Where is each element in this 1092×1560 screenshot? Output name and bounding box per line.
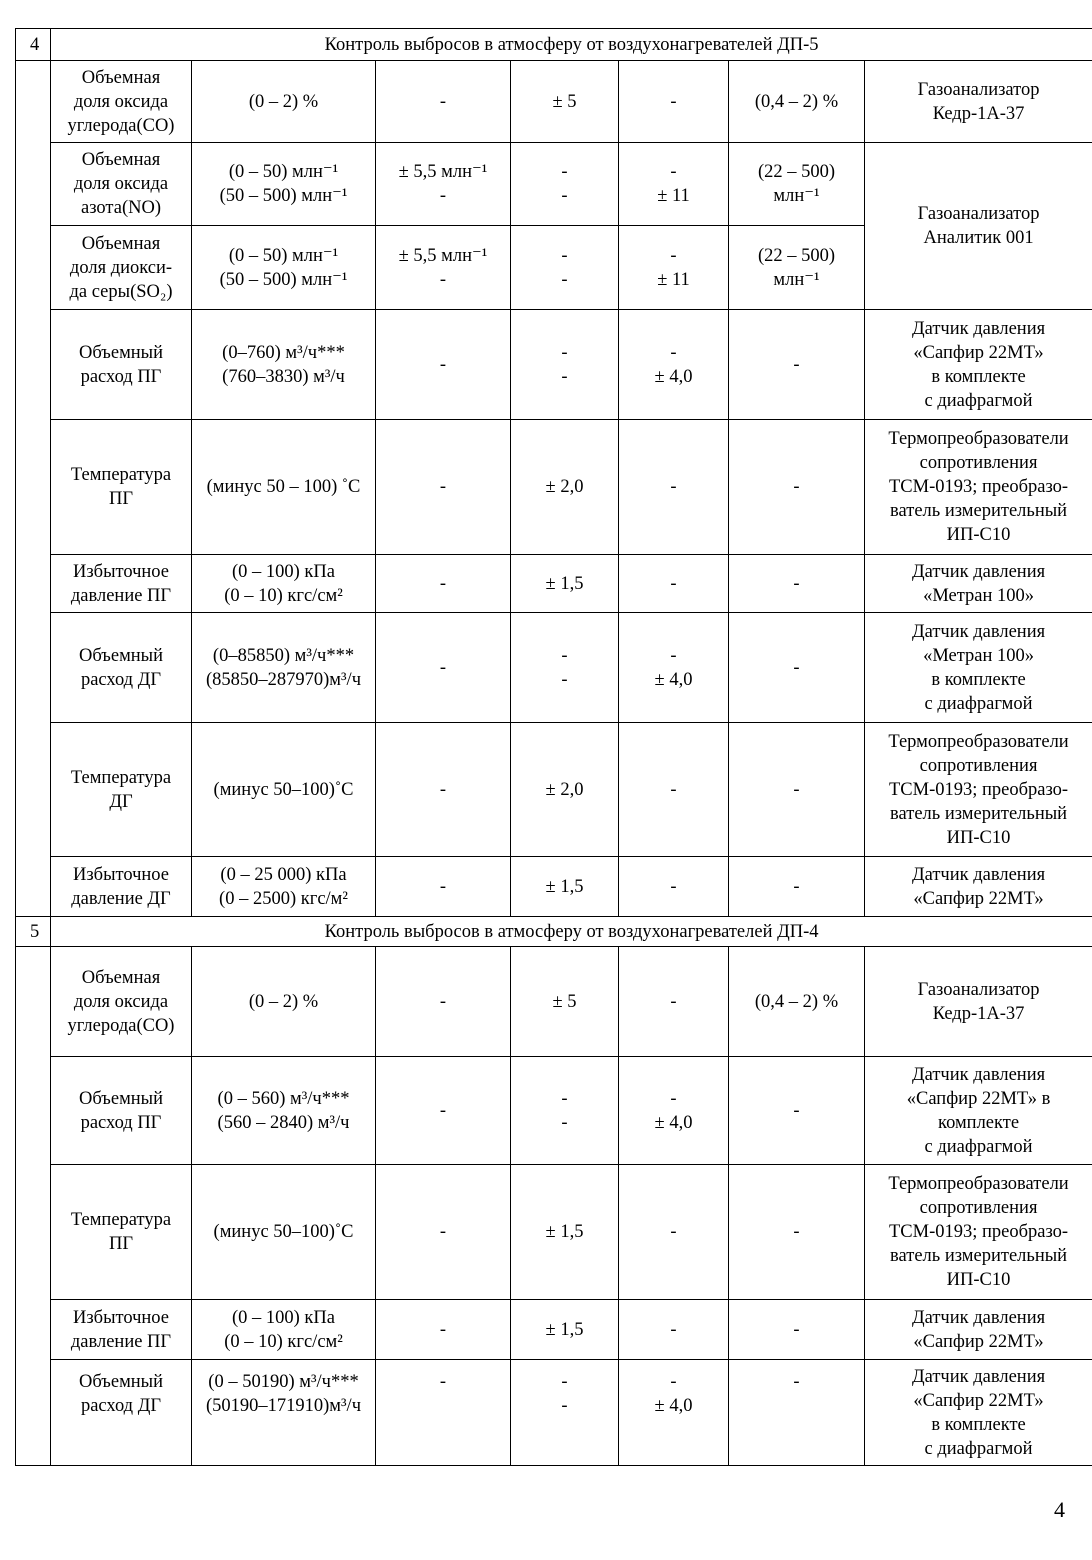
instrument-cell: Термопреобразователи сопротивления ТСМ-0193; преобразо- ватель измерительный ИП-С10 (865, 1165, 1092, 1300)
table-row (16, 61, 1092, 143)
range-cell: (0 – 50190) м³/ч*** (50190–171910)м³/ч (192, 1360, 376, 1466)
section-number: 5 (16, 917, 51, 947)
range-cell: (0 – 50) млн⁻¹ (50 – 500) млн⁻¹ (192, 143, 376, 226)
value-cell: - ± 4,0 (619, 1360, 729, 1466)
value-cell: ± 5,5 млн⁻¹ - (376, 143, 511, 226)
value-cell: - (376, 1165, 511, 1300)
section-number: 4 (16, 29, 51, 61)
value-cell: - (376, 310, 511, 420)
parameter-cell: Объемная доля оксида углерода(CO) (51, 61, 192, 143)
parameter-cell: Избыточное давление ДГ (51, 857, 192, 917)
range-cell: (0 – 100) кПа (0 – 10) кгс/см² (192, 1300, 376, 1360)
parameter-cell: Температура ПГ (51, 1165, 192, 1300)
value-cell: - ± 4,0 (619, 1057, 729, 1165)
table-row (16, 857, 1092, 917)
instrument-cell: Датчик давления «Сапфир 22МТ» в комплекте с диафрагмой (865, 310, 1092, 420)
value-cell: - ± 4,0 (619, 310, 729, 420)
section-title: Контроль выбросов в атмосферу от воздухонагревателей ДП-5 (51, 29, 1092, 61)
value-cell: - ± 11 (619, 143, 729, 226)
table-row (16, 723, 1092, 857)
range-cell: (0 – 2) % (192, 947, 376, 1057)
instrument-cell: Термопреобразователи сопротивления ТСМ-0193; преобразо- ватель измерительный ИП-С10 (865, 723, 1092, 857)
range-cell: (0 – 560) м³/ч*** (560 – 2840) м³/ч (192, 1057, 376, 1165)
parameter-cell: Объемная доля диокси- да серы(SO₂) (51, 226, 192, 310)
value-cell: - - (511, 613, 619, 723)
value-cell: - (619, 723, 729, 857)
table-row (16, 613, 1092, 723)
table-row (16, 1300, 1092, 1360)
value-cell: - (619, 857, 729, 917)
value-cell: - (619, 947, 729, 1057)
instrument-cell: Термопреобразователи сопротивления ТСМ-0193; преобразо- ватель измерительный ИП-С10 (865, 420, 1092, 555)
table-row (16, 555, 1092, 613)
value-cell: - - (511, 310, 619, 420)
parameter-cell: Объемная доля оксида азота(NO) (51, 143, 192, 226)
instrument-cell: Датчик давления «Сапфир 22МТ» (865, 1300, 1092, 1360)
table-row (16, 1057, 1092, 1165)
range-cell: (0–85850) м³/ч*** (85850–287970)м³/ч (192, 613, 376, 723)
range-cell: (минус 50–100)˚С (192, 723, 376, 857)
instrument-cell: Датчик давления «Метран 100» (865, 555, 1092, 613)
value-cell: - (729, 1300, 865, 1360)
value-cell: - (619, 61, 729, 143)
range-cell: (0 – 25 000) кПа (0 – 2500) кгс/м² (192, 857, 376, 917)
blank-cell (16, 947, 51, 1466)
value-cell: - (729, 1165, 865, 1300)
value-cell: - (376, 1360, 511, 1466)
instrument-cell: Датчик давления «Сапфир 22МТ» в комплекте с диафрагмой (865, 1057, 1092, 1165)
section-title: Контроль выбросов в атмосферу от воздухонагревателей ДП-4 (51, 917, 1092, 947)
value-cell: (0,4 – 2) % (729, 61, 865, 143)
value-cell: - (376, 723, 511, 857)
value-cell: - (619, 1165, 729, 1300)
value-cell: ± 1,5 (511, 555, 619, 613)
range-cell: (минус 50–100)˚С (192, 1165, 376, 1300)
parameter-cell: Температура ДГ (51, 723, 192, 857)
range-cell: (0 – 100) кПа (0 – 10) кгс/см² (192, 555, 376, 613)
range-cell: (0 – 2) % (192, 61, 376, 143)
value-cell: - - (511, 1360, 619, 1466)
value-cell: - (376, 420, 511, 555)
table-row (16, 143, 1092, 226)
value-cell: - (376, 613, 511, 723)
page-number: 4 (1054, 1497, 1065, 1522)
parameter-cell: Избыточное давление ПГ (51, 1300, 192, 1360)
blank-cell (16, 61, 51, 917)
value-cell: - - (511, 226, 619, 310)
table-row (16, 420, 1092, 555)
range-cell: (0–760) м³/ч*** (760–3830) м³/ч (192, 310, 376, 420)
value-cell: - (619, 555, 729, 613)
value-cell: - (729, 555, 865, 613)
value-cell: - (619, 420, 729, 555)
section-header-row (16, 29, 1092, 61)
range-cell: (0 – 50) млн⁻¹ (50 – 500) млн⁻¹ (192, 226, 376, 310)
instrument-cell: Датчик давления «Метран 100» в комплекте с диафрагмой (865, 613, 1092, 723)
value-cell: - (729, 857, 865, 917)
value-cell: - (729, 1360, 865, 1466)
value-cell: - (376, 555, 511, 613)
table-row (16, 310, 1092, 420)
instrument-cell: Газоанализатор Кедр-1А-37 (865, 947, 1092, 1057)
value-cell: - (729, 420, 865, 555)
instrument-cell: Датчик давления «Сапфир 22МТ» (865, 857, 1092, 917)
value-cell: - (376, 947, 511, 1057)
value-cell: - (729, 723, 865, 857)
value-cell: - - (511, 143, 619, 226)
instrument-cell: Газоанализатор Кедр-1А-37 (865, 61, 1092, 143)
value-cell: - ± 11 (619, 226, 729, 310)
value-cell: ± 1,5 (511, 1300, 619, 1360)
value-cell: ± 5 (511, 61, 619, 143)
value-cell: - ± 4,0 (619, 613, 729, 723)
parameter-cell: Объемная доля оксида углерода(CO) (51, 947, 192, 1057)
value-cell: (0,4 – 2) % (729, 947, 865, 1057)
value-cell: - (376, 1300, 511, 1360)
measurement-table (15, 28, 1092, 1466)
value-cell: ± 1,5 (511, 857, 619, 917)
value-cell: - (729, 613, 865, 723)
table-row (16, 947, 1092, 1057)
parameter-cell: Объемный расход ДГ (51, 613, 192, 723)
value-cell: - (376, 61, 511, 143)
parameter-cell: Объемный расход ПГ (51, 310, 192, 420)
value-cell: ± 5 (511, 947, 619, 1057)
parameter-cell: Объемный расход ПГ (51, 1057, 192, 1165)
value-cell: - (376, 857, 511, 917)
value-cell: ± 2,0 (511, 420, 619, 555)
parameter-cell: Объемный расход ДГ (51, 1360, 192, 1466)
parameter-cell: Избыточное давление ПГ (51, 555, 192, 613)
value-cell: (22 – 500) млн⁻¹ (729, 226, 865, 310)
value-cell: (22 – 500) млн⁻¹ (729, 143, 865, 226)
range-cell: (минус 50 – 100) ˚С (192, 420, 376, 555)
value-cell: - - (511, 1057, 619, 1165)
value-cell: ± 1,5 (511, 1165, 619, 1300)
value-cell: - (376, 1057, 511, 1165)
value-cell: ± 2,0 (511, 723, 619, 857)
section-header-row (16, 917, 1092, 947)
value-cell: - (619, 1300, 729, 1360)
instrument-cell: Газоанализатор Аналитик 001 (865, 143, 1092, 310)
parameter-cell: Температура ПГ (51, 420, 192, 555)
table-row (16, 1165, 1092, 1300)
value-cell: - (729, 1057, 865, 1165)
value-cell: - (729, 310, 865, 420)
table-row (16, 1360, 1092, 1466)
value-cell: ± 5,5 млн⁻¹ - (376, 226, 511, 310)
instrument-cell: Датчик давления «Сапфир 22МТ» в комплекте с диафрагмой (865, 1360, 1092, 1466)
